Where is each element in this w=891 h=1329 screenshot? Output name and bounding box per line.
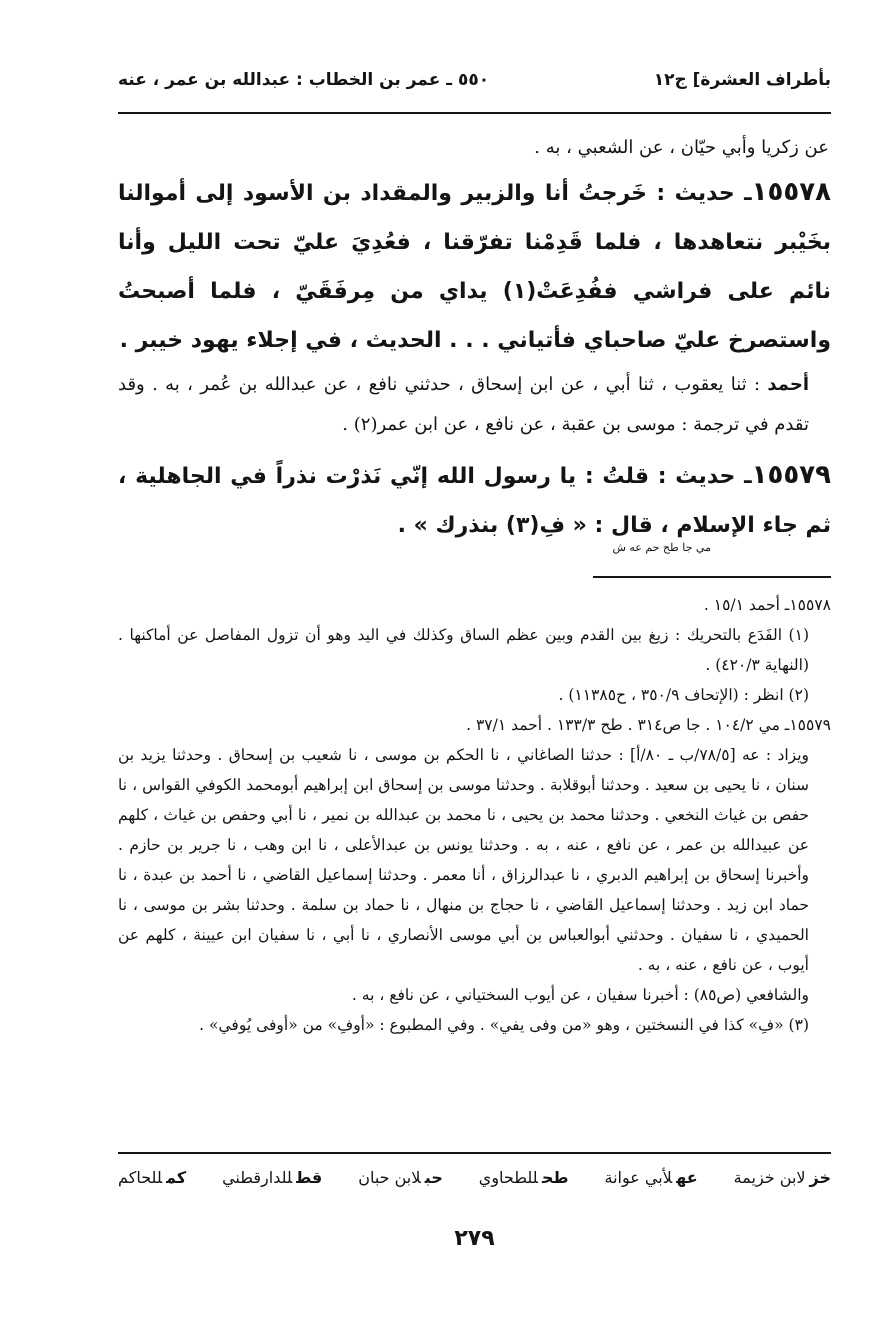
footnote-divider bbox=[593, 576, 831, 578]
abbr-code: عه bbox=[676, 1168, 698, 1187]
abbr-item bbox=[118, 1168, 186, 1187]
abbr-item bbox=[734, 1168, 831, 1187]
footnotes bbox=[118, 590, 831, 1040]
abbr-code: خز bbox=[809, 1168, 831, 1187]
abbr-item bbox=[222, 1168, 322, 1187]
source-text: : ثنا يعقوب ، ثنا أبي ، عن ابن إسحاق ، حدثني نافع ، عن عبدالله بن عُمر ، به . وقد تقدم في ترجمة : موسى بن عقبة ، عن نافع ، عن ابن عمر(٢) . bbox=[118, 374, 809, 435]
book-page bbox=[118, 0, 831, 1329]
footnote-1: (١) الفَدَع بالتحريك : زيغ بين القدم وبين عظم الساق وكذلك في اليد وهو أن تزول المفاصل عن أماكنها . (النهاية ٤٢٠/٣) . bbox=[118, 626, 809, 674]
abbr-name: للطحاوي bbox=[478, 1168, 538, 1187]
hadith-text: ـ حديث : خَرجتُ أنا والزبير والمقداد بن الأسود إلى أموالنا بخَيْبر نتعاهدها ، فلما قَدِمْنا تفرّقنا ، فعُدِيَ عليّ تحت الليل وأنا نائم على فراشي ففُدِعَتْ(١) يداي من مِرفَقَيّ ، فلما أصبحتُ واستصرخ عليّ صاحباي فأتياني . . . الحديث ، في إجلاء يهود خيبر . bbox=[118, 181, 831, 353]
abbr-name: للدارقطني bbox=[222, 1168, 293, 1187]
running-header bbox=[118, 62, 831, 98]
footnote-additions: ويزاد : عه [٧٨/٥/ب ـ ٨٠/أ] : حدثنا الصاغاني ، نا الحكم بن موسى ، نا شعيب بن إسحاق . وحدثنا يزيد بن سنان ، نا يحيى بن سعيد . وحدثنا أبوقلابة . وحدثنا موسى بن إسحاق ابن إبراهيم أبومحمد الكوفي القواس ، نا حفص بن غياث النخعي . وحدثنا محمد بن يحيى ، نا محمد بن عبدالله بن نمير ، نا أبي وحفص بن غياث ، كلهم عن عبيدالله بن عمر ، عن نافع ، عنه ، به . وحدثنا يونس بن عبدالأعلى ، نا ابن وهب ، نا جرير بن حازم . وأخبرنا إسحاق بن إبراهيم الدبري ، نا عبدالرزاق ، أنا معمر . وحدثنا إسماعيل القاضي ، نا أحمد بن عبدة ، نا حماد ابن زيد . وحدثنا إسماعيل القاضي ، نا حجاج بن منهال ، نا حماد بن سلمة . وحدثنا بشر بن موسى ، نا الحميدي ، نا سفيان . وحدثني أبوالعباس بن أبي موسى الأنصاري ، نا أبي ، نا سفيان ابن عيينة ، كلهم عن أيوب ، عن نافع ، عنه ، به . bbox=[118, 746, 810, 974]
header-section: ٥٥٠ ـ عمر بن الخطاب : عبدالله بن عمر ، عنه bbox=[118, 70, 490, 90]
continuation-line: عن زكريا وأبي حيّان ، عن الشعبي ، به . bbox=[534, 137, 829, 158]
page-number: ٢٧٩ bbox=[454, 1226, 495, 1251]
main-text bbox=[118, 128, 831, 554]
abbr-code: حب bbox=[424, 1168, 443, 1187]
abbreviation-divider bbox=[118, 1152, 831, 1154]
header-volume: بأطراف العشرة] ج١٢ bbox=[653, 70, 831, 90]
hadith-sigla: مي جا طح حم عه ش bbox=[612, 541, 711, 554]
footnote-ref-15579: ١٥٥٧٩ـ مي ١٠٤/٢ . جا ص٣١٤ . طح ١٣٣/٣ . أحمد ٣٧/١ . bbox=[466, 716, 831, 734]
source-chain bbox=[118, 365, 831, 445]
footnote-ref-15578: ١٥٥٧٨ـ أحمد ١٥/١ . bbox=[703, 596, 831, 614]
hadith-15578 bbox=[118, 168, 831, 365]
hadith-number: ١٥٥٧٨ bbox=[751, 177, 831, 207]
abbr-code: قط bbox=[296, 1168, 323, 1187]
footnote-3: (٣) «فِ» كذا في النسختين ، وهو «من وفى يفي» . وفي المطبوع : «أوفِ» من «أوفى يُوفي» . bbox=[199, 1016, 809, 1034]
source-name: أحمد bbox=[767, 374, 809, 395]
abbr-name: لأبي عوانة bbox=[604, 1168, 673, 1187]
abbreviation-key bbox=[118, 1168, 831, 1187]
abbr-item bbox=[479, 1168, 569, 1187]
abbr-code: طح bbox=[541, 1168, 569, 1187]
abbr-name: لابن خزيمة bbox=[733, 1168, 806, 1187]
hadith-15579 bbox=[118, 451, 831, 550]
abbr-name: للحاكم bbox=[118, 1168, 163, 1187]
footnote-2: (٢) انظر : (الإتحاف ٣٥٠/٩ ، ح١١٣٨٥) . bbox=[558, 686, 809, 704]
header-divider bbox=[118, 112, 831, 114]
abbr-code: كم bbox=[166, 1168, 187, 1187]
abbr-name: لابن حبان bbox=[358, 1168, 421, 1187]
hadith-number: ١٥٥٧٩ bbox=[751, 460, 831, 490]
abbr-item bbox=[605, 1168, 698, 1187]
abbr-item bbox=[358, 1168, 443, 1187]
footnote-shafii: والشافعي (ص٨٥) : أخبرنا سفيان ، عن أيوب السختياني ، عن نافع ، به . bbox=[351, 986, 809, 1004]
hadith-text: ـ حديث : قلتُ : يا رسول الله إنّي نَذرْت نذراً في الجاهلية ، ثم جاء الإسلام ، قال : « فِ(٣) بنذرك » . bbox=[118, 464, 831, 538]
